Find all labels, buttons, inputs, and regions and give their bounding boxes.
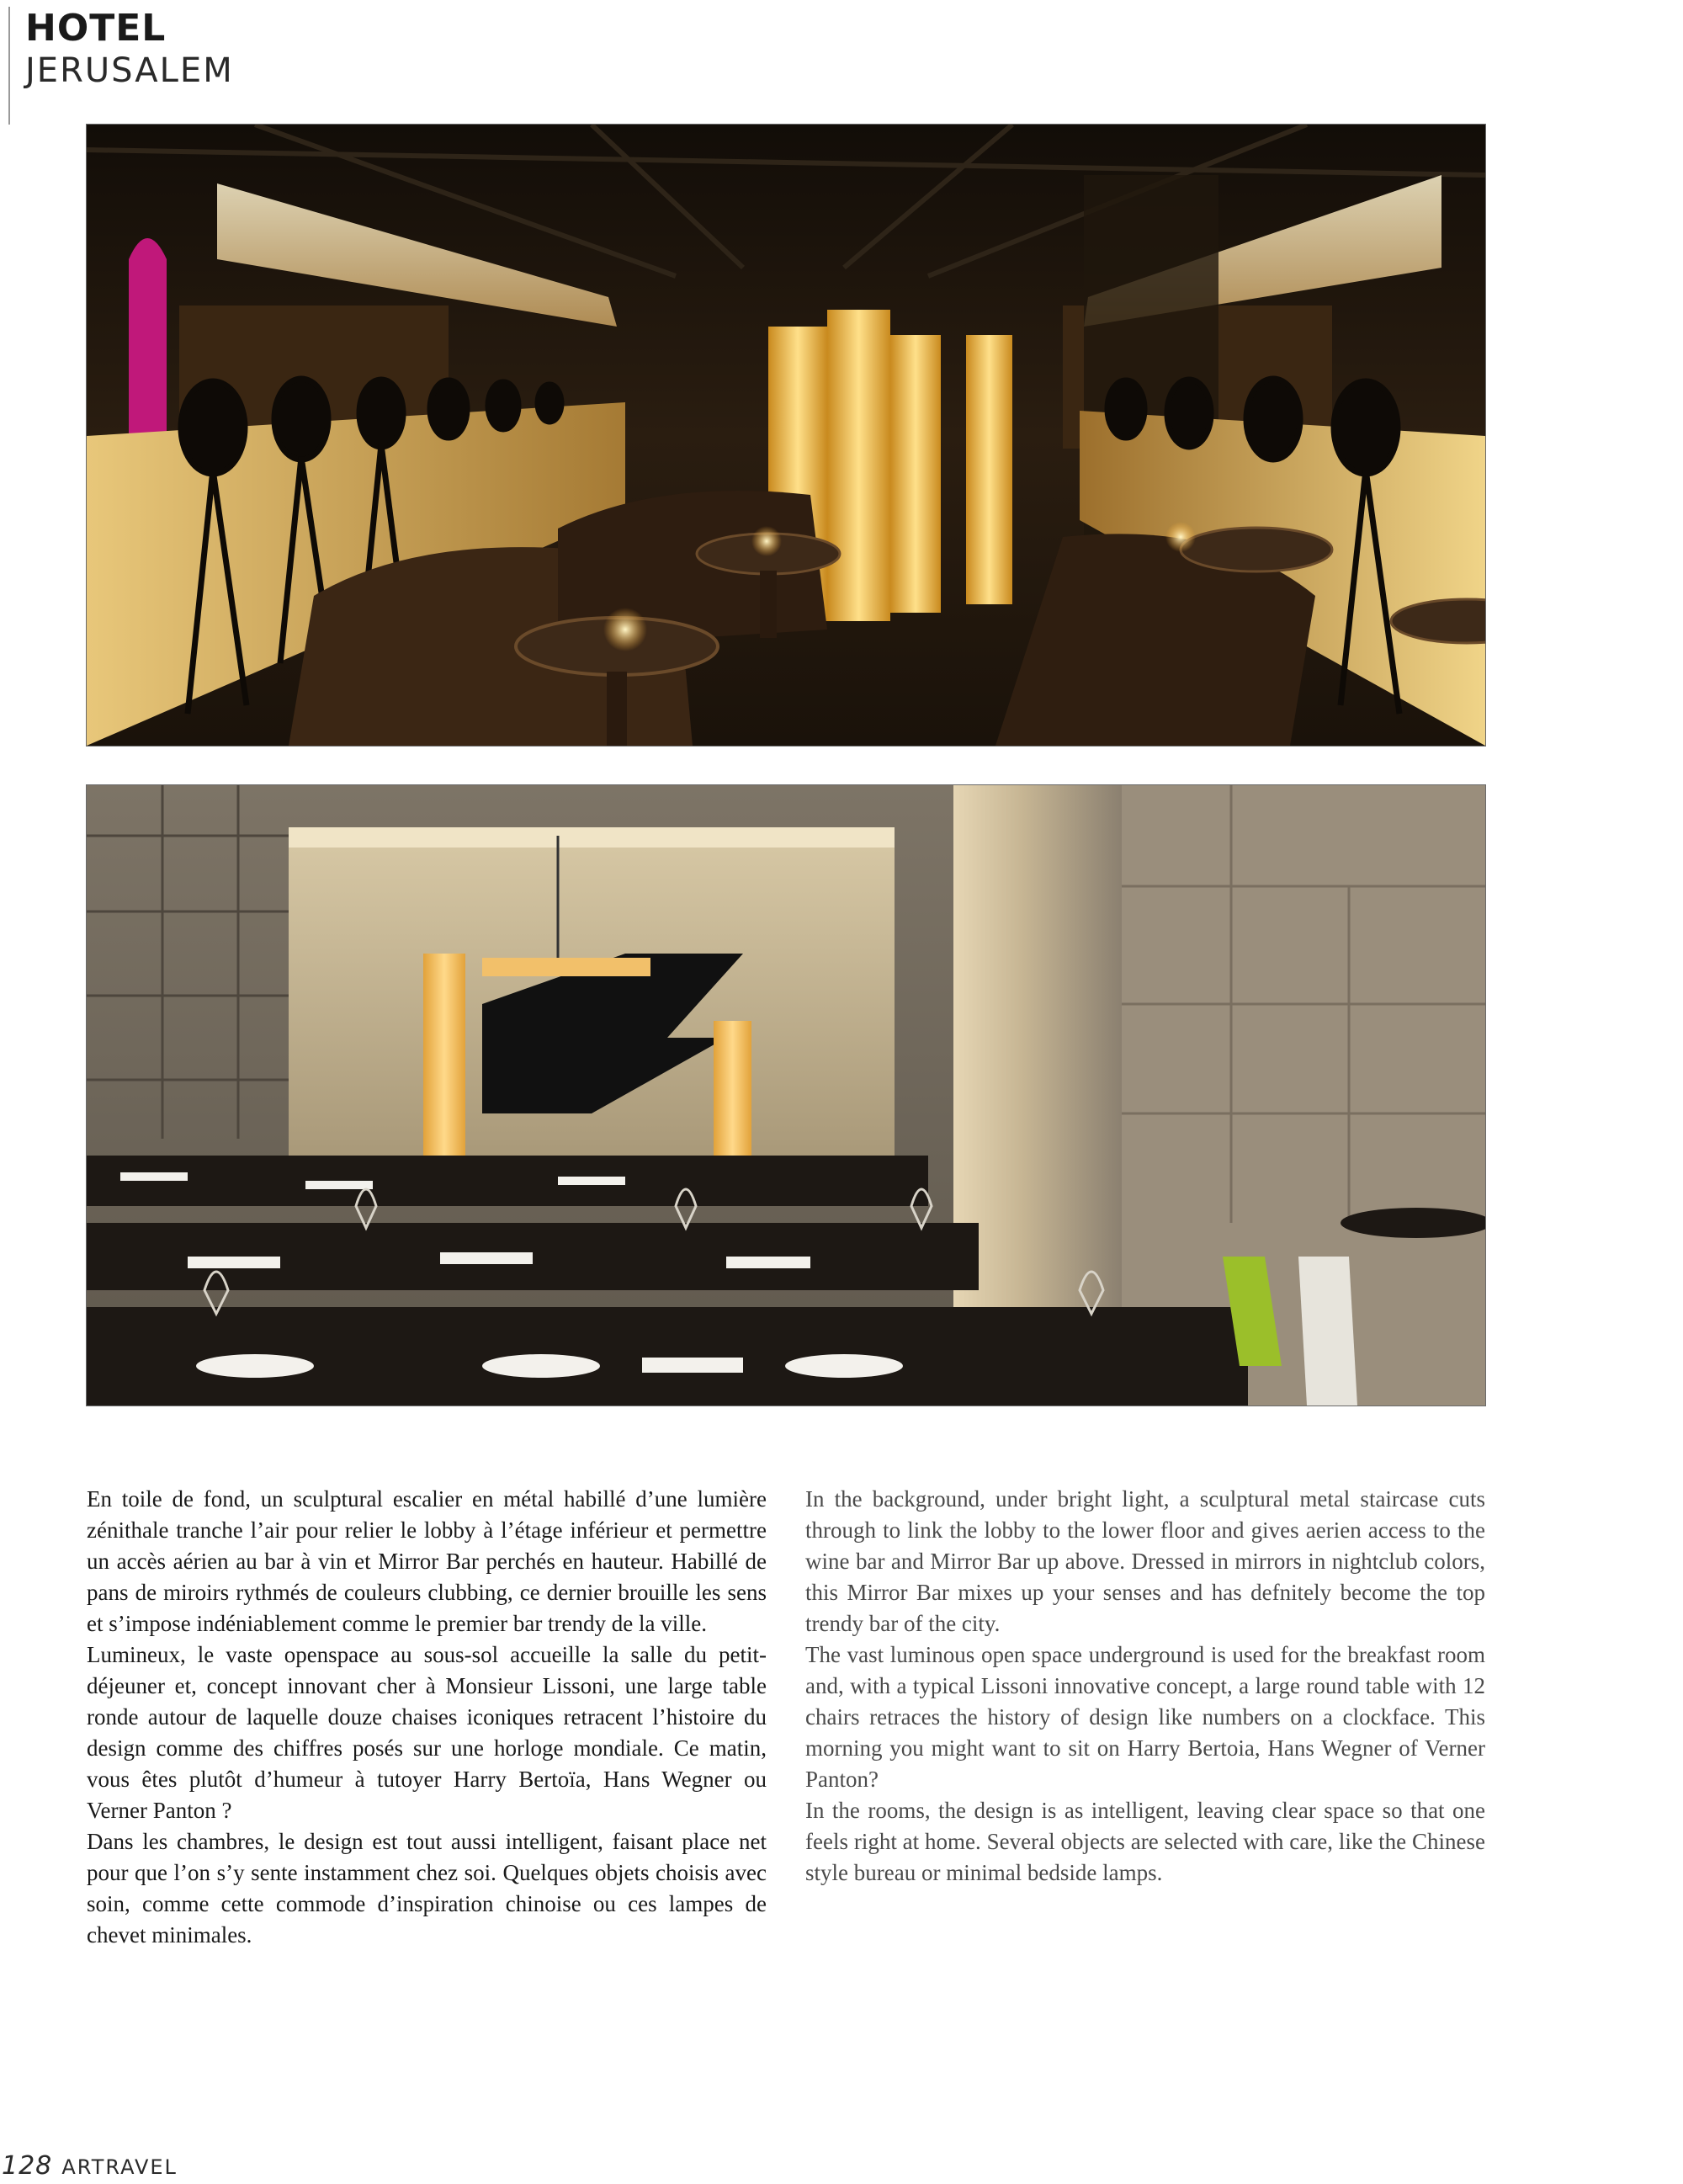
french-paragraph: Lumineux, le vaste openspace au sous-sol accueille la salle du petit-déjeuner et, concept innovant cher à Monsieur Lissoni, une large table ronde autour de laquelle douze chaises iconiques retracent l’histoire du design comme des chiffres posés sur une horloge mondiale. Ce matin, vous êtes plutôt d’humeur à tutoyer Harry Bertoïa, Hans Wegner ou Verner Panton ? <box>87 1642 767 1823</box>
mirror-bar-photo <box>86 124 1486 747</box>
french-paragraph: En toile de fond, un sculptural escalier en métal habillé d’une lumière zénithale tranche l’air pour relier le lobby à l’étage inférieur et permettre un accès aérien au bar à vin et Mirror Bar perchés en hauteur. Habillé de pans de miroirs rythmés de couleurs clubbing, ce dernier brouille les sens et s’impose indéniablement comme le premier bar trendy de la ville. <box>87 1486 767 1636</box>
section-kicker: HOTEL <box>25 7 167 50</box>
section-header <box>8 7 234 125</box>
mirror-bar-illustration <box>87 125 1485 746</box>
section-city: JERUSALEM <box>25 51 234 90</box>
breakfast-room-illustration <box>87 785 1485 1406</box>
french-paragraph: Dans les chambres, le design est tout aussi intelligent, faisant place net pour que l’on s’y sente instamment chez soi. Quelques objets choisis avec soin, comme cette commode d’inspiration chinoise ou ces lampes de chevet minimales. <box>87 1829 767 1948</box>
breakfast-room-photo <box>86 784 1486 1406</box>
page-number: 128 <box>2 2151 53 2181</box>
english-paragraph: In the rooms, the design is as intelligent, leaving clear space so that one feels right at home. Several objects are selected with care, like the Chinese style bureau or minimal bedside lamps. <box>805 1798 1485 1885</box>
english-paragraph: In the background, under bright light, a sculptural metal staircase cuts through to link the lobby to the lower floor and gives aerien access to the wine bar and Mirror Bar up above. Dressed in mirrors in nightclub colors, this Mirror Bar mixes up your senses and has defnitely become the top trendy bar of the city. <box>805 1486 1485 1636</box>
magazine-name: ARTRAVEL <box>61 2155 178 2179</box>
page-footer <box>2 2151 178 2181</box>
english-paragraph: The vast luminous open space underground is used for the breakfast room and, with a typical Lissoni innovative concept, a large round table with 12 chairs retraces the history of design like numbers on a clockface. This morning you might want to sit on Harry Bertoia, Hans Wegner of Verner Panton? <box>805 1642 1485 1792</box>
article-column-english <box>805 1484 1485 1889</box>
article-column-french <box>87 1484 767 1951</box>
